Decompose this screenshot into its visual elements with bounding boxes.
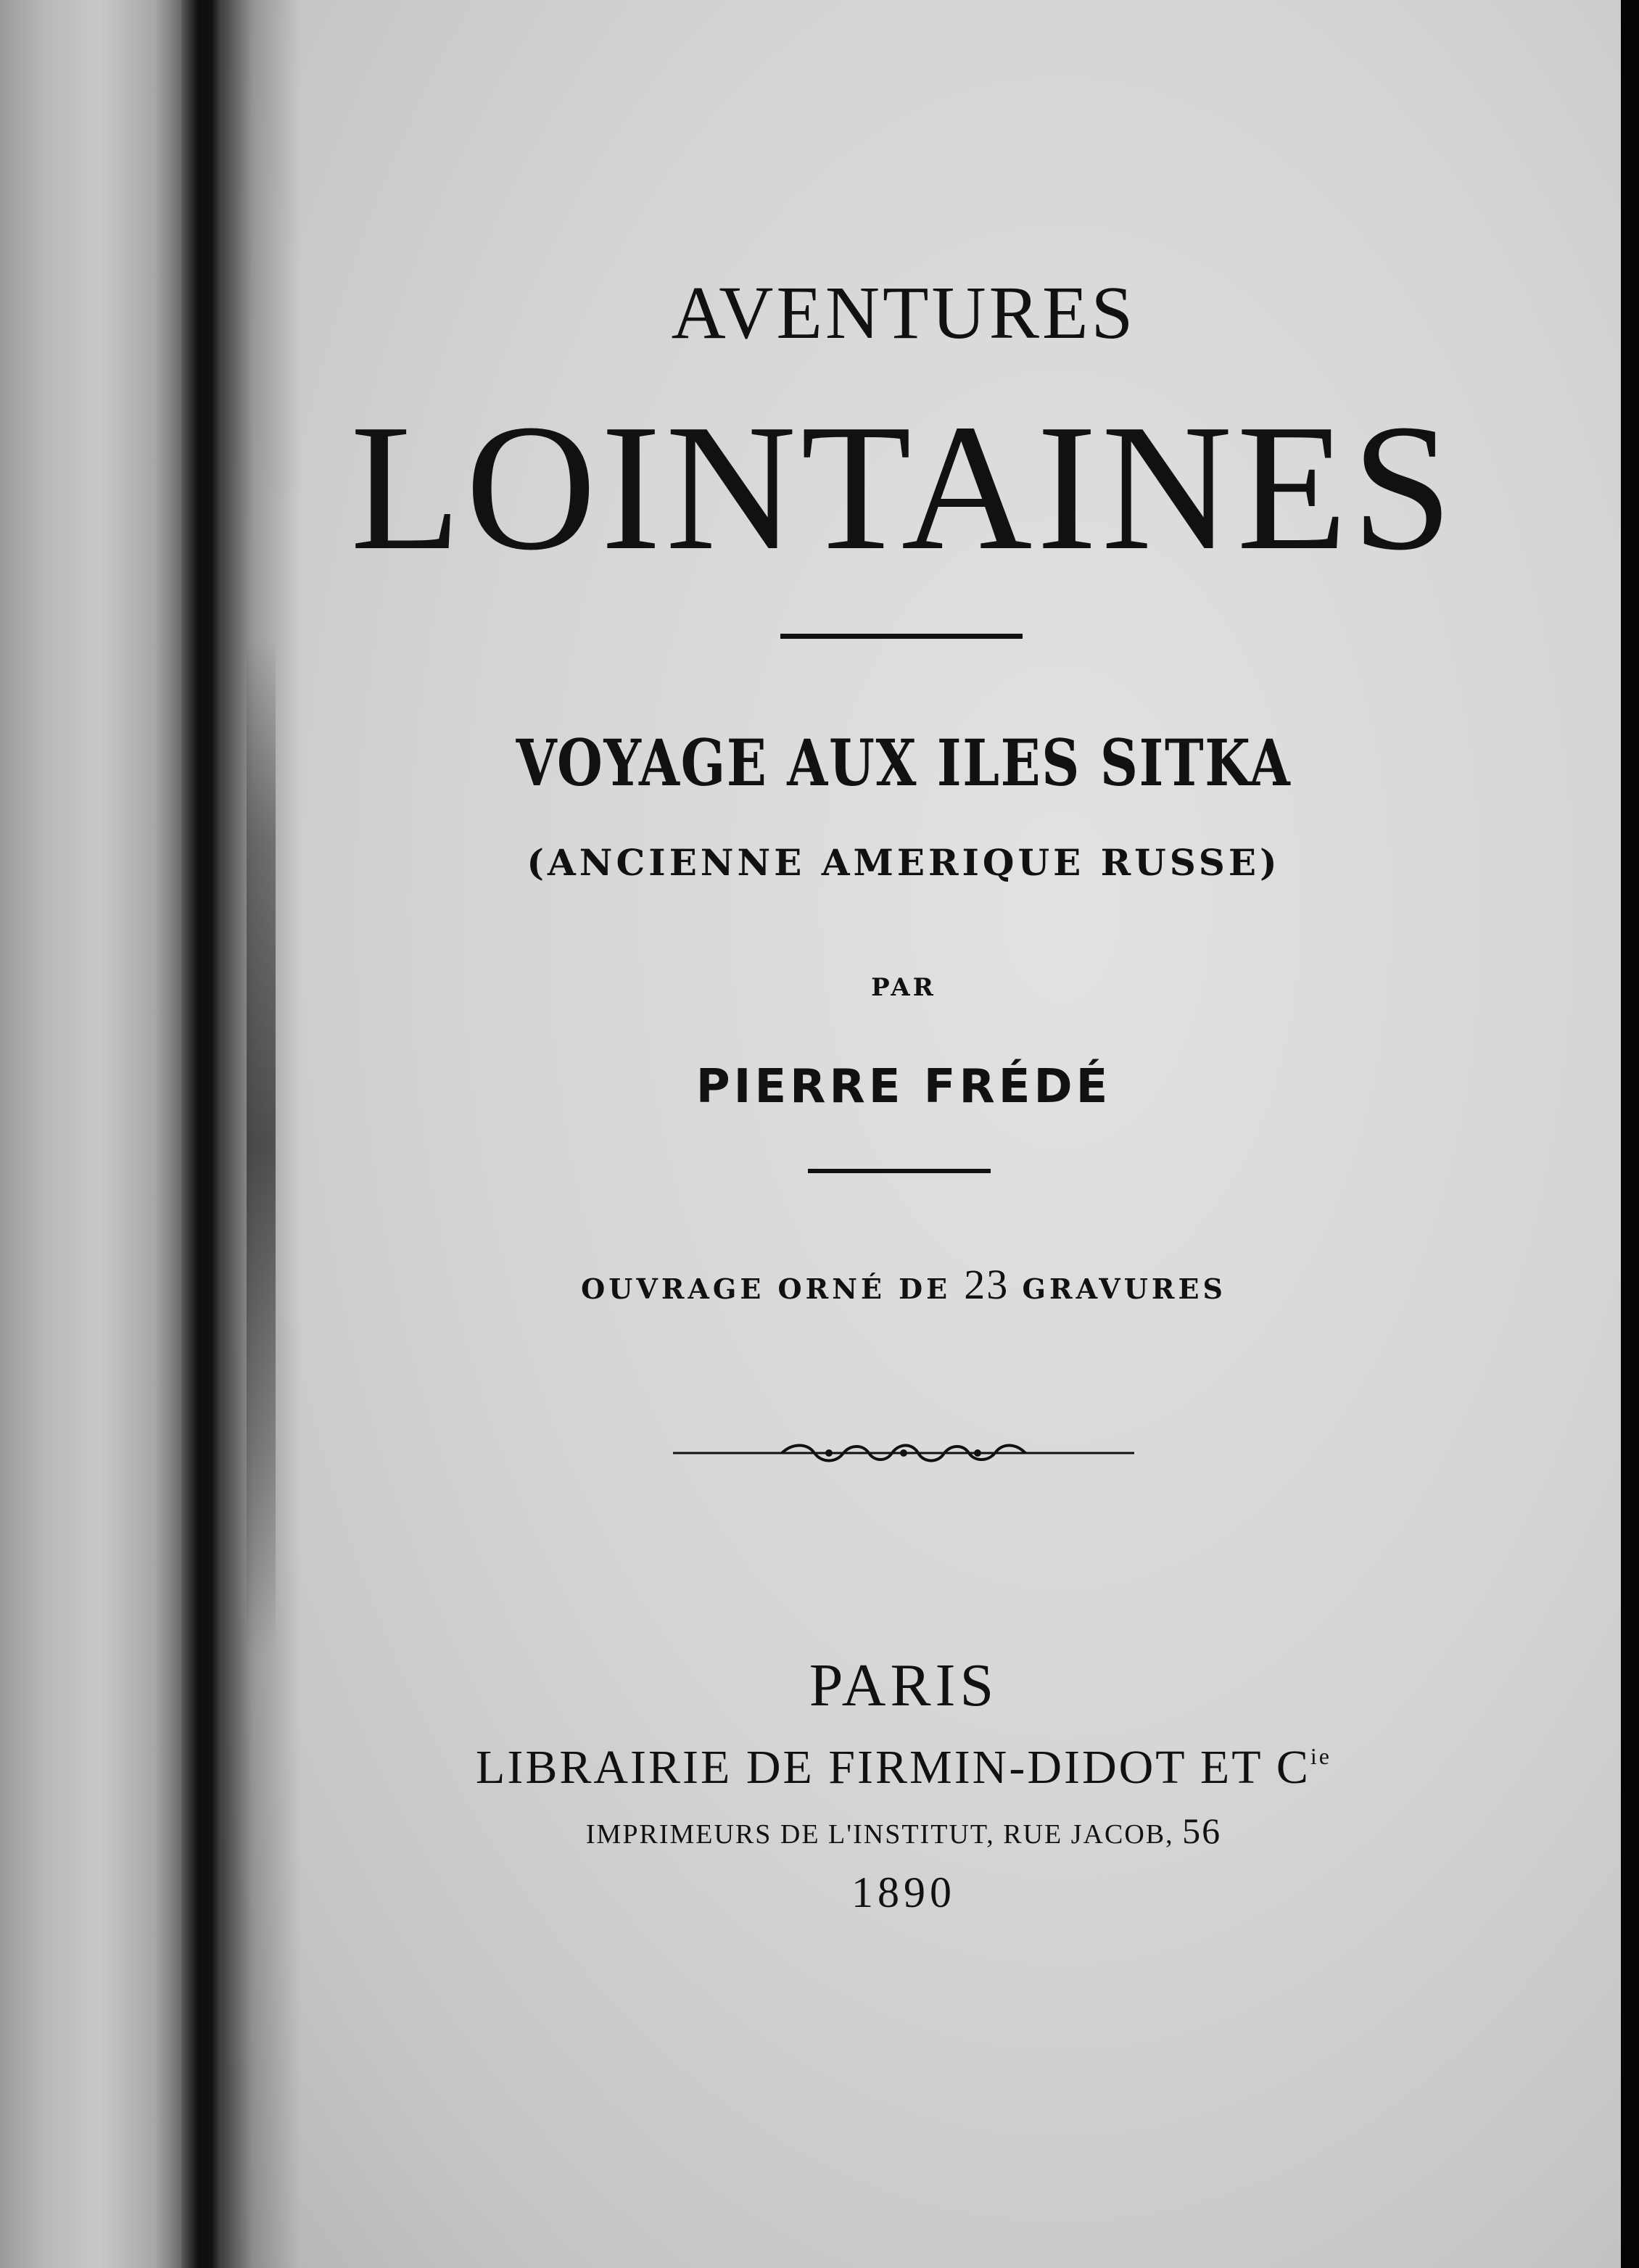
series-line-2: LOINTAINES bbox=[350, 387, 1457, 588]
page-right-border bbox=[1621, 0, 1639, 2268]
book-gutter bbox=[181, 0, 225, 2268]
publication-city: PARIS bbox=[809, 1652, 999, 1719]
publication-year: 1890 bbox=[851, 1868, 956, 1916]
illustrations-count: 23 bbox=[964, 1261, 1010, 1308]
divider-rule bbox=[780, 634, 1023, 639]
scroll-ornament-icon bbox=[673, 1439, 1134, 1468]
printer-street-number: 56 bbox=[1182, 1810, 1222, 1851]
divider-rule-short bbox=[808, 1169, 991, 1173]
book-title: VOYAGE AUX ILES SITKA bbox=[516, 725, 1292, 800]
illustrations-suffix: GRAVURES bbox=[1022, 1272, 1226, 1305]
printer-address bbox=[586, 1810, 1221, 1852]
printer-text: IMPRIMEURS DE L'INSTITUT, RUE JACOB, bbox=[585, 1819, 1174, 1850]
book-subtitle: (ANCIENNE AMERIQUE RUSSE) bbox=[527, 841, 1281, 884]
publisher bbox=[476, 1740, 1332, 1795]
by-label: PAR bbox=[871, 973, 936, 1002]
author-name: PIERRE FRÉDÉ bbox=[695, 1060, 1112, 1114]
publisher-name: LIBRAIRIE DE FIRMIN-DIDOT ET C bbox=[476, 1741, 1310, 1794]
illustrations-prefix: OUVRAGE ORNÉ DE bbox=[581, 1272, 951, 1305]
illustrations-note bbox=[581, 1260, 1226, 1309]
series-line-1: AVENTURES bbox=[671, 271, 1136, 355]
water-stain bbox=[247, 638, 276, 1653]
previous-page-edge bbox=[0, 0, 181, 2268]
publisher-suffix: ie bbox=[1310, 1743, 1332, 1769]
